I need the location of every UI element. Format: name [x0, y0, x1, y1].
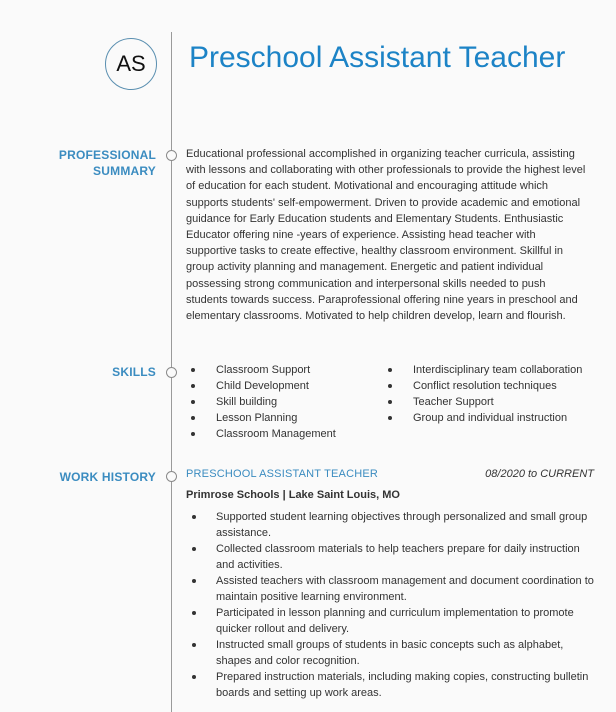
skill-item: Teacher Support	[383, 394, 582, 410]
skill-item: Skill building	[186, 394, 383, 410]
job-title: PRESCHOOL ASSISTANT TEACHER	[186, 468, 379, 480]
section-label-skills: SKILLS	[112, 365, 156, 379]
initials: AS	[116, 51, 146, 76]
skill-item: Classroom Support	[186, 362, 383, 378]
duty-item: Prepared instruction materials, including making copies, constructing bulletin boards and setting up work areas.	[186, 669, 596, 701]
skill-item: Lesson Planning	[186, 410, 383, 426]
skills-list	[186, 362, 606, 442]
duty-item: Instructed small groups of students in basic concepts such as alphabet, shapes and color recognition.	[186, 637, 596, 669]
timeline-node-summary	[166, 150, 177, 161]
section-label-summary	[59, 147, 156, 179]
employer: Primrose Schools | Lake Saint Louis, MO	[186, 489, 400, 501]
timeline-node-work-history	[166, 471, 177, 482]
summary-text: Educational professional accomplished in organizing teacher curricula, assisting with lessons and collaborating with other professionals to provide the highest level of education for each student. Motivational and encouraging attitude which supports students' self-empowerment. Driven to provide academic and emotional guidance for Early Education students and Elementary Students. Enthusiastic Educator offering nine -years of experience. Assisting head teacher with supportive tasks to create effective, healthy classroom environment. Skillful in group activity planning and management. Energetic and patient individual possessing strong communication and interpersonal skills needed to push students towards success. Paraprofessional offering nine years in preschool and elementary classrooms. Motivated to help children develop, learn and flourish.	[186, 148, 586, 323]
duty-item: Supported student learning objectives through personalized and small group assistance.	[186, 509, 596, 541]
skill-item: Group and individual instruction	[383, 410, 582, 426]
avatar	[105, 38, 157, 90]
duty-item: Assisted teachers with classroom management and document coordination to maintain positive learning environment.	[186, 573, 596, 605]
skills-column-2	[383, 362, 582, 442]
timeline-node-skills	[166, 367, 177, 378]
section-label-work-history: WORK HISTORY	[59, 470, 156, 484]
job-duties-list	[186, 509, 596, 701]
job-dates: 08/2020 to CURRENT	[485, 468, 594, 480]
skills-column-1	[186, 362, 383, 442]
duty-item: Collected classroom materials to help teachers prepare for daily instruction and activities.	[186, 541, 596, 573]
duty-item: Participated in lesson planning and curriculum implementation to promote quicker rollout and delivery.	[186, 605, 596, 637]
skill-item: Classroom Management	[186, 426, 383, 442]
skill-item: Conflict resolution techniques	[383, 378, 582, 394]
page-title: Preschool Assistant Teacher	[189, 41, 566, 74]
skill-item: Child Development	[186, 378, 383, 394]
label-line-1: PROFESSIONAL	[58, 148, 156, 162]
skill-item: Interdisciplinary team collaboration	[383, 362, 582, 378]
label-line-2: SUMMARY	[93, 164, 156, 178]
